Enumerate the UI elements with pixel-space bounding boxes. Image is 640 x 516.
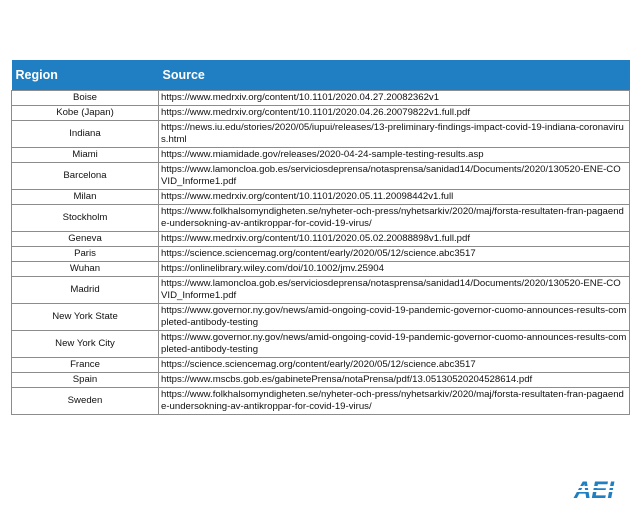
region-cell: Madrid (12, 277, 159, 304)
source-link[interactable]: https://www.lamoncloa.gob.es/serviciosdeprensa/notasprensa/sanidad14/Documents/2020/130520-ENE-COVID_Informe1.pdf (159, 163, 630, 190)
region-cell: Boise (12, 91, 159, 106)
region-cell: Kobe (Japan) (12, 106, 159, 121)
region-cell: Stockholm (12, 205, 159, 232)
table-row (12, 262, 630, 277)
table-row (12, 148, 630, 163)
region-cell: Spain (12, 373, 159, 388)
source-link[interactable]: https://science.sciencemag.org/content/early/2020/05/12/science.abc3517 (159, 247, 630, 262)
table-row (12, 121, 630, 148)
table-header-row (12, 60, 630, 91)
table-row (12, 163, 630, 190)
source-link[interactable]: https://www.medrxiv.org/content/10.1101/2020.05.11.20098442v1.full (159, 190, 630, 205)
region-cell: Miami (12, 148, 159, 163)
source-link[interactable]: https://www.medrxiv.org/content/10.1101/2020.04.27.20082362v1 (159, 91, 630, 106)
table-row (12, 277, 630, 304)
source-link[interactable]: https://www.folkhalsomyndigheten.se/nyheter-och-press/nyhetsarkiv/2020/maj/forsta-resultaten-fran-pagaende-undersokning-av-antikroppar-for-covid-19-virus/ (159, 388, 630, 415)
source-link[interactable]: https://onlinelibrary.wiley.com/doi/10.1002/jmv.25904 (159, 262, 630, 277)
region-cell: Wuhan (12, 262, 159, 277)
sources-table (11, 60, 630, 415)
table-body (12, 91, 630, 415)
aei-logo (566, 476, 622, 502)
source-link[interactable]: https://www.folkhalsomyndigheten.se/nyheter-och-press/nyhetsarkiv/2020/maj/forsta-resultaten-fran-pagaende-undersokning-av-antikroppar-for-covid-19-virus/ (159, 205, 630, 232)
region-cell: New York State (12, 304, 159, 331)
region-cell: Indiana (12, 121, 159, 148)
region-cell: Milan (12, 190, 159, 205)
table-row (12, 304, 630, 331)
source-link[interactable]: https://www.miamidade.gov/releases/2020-04-24-sample-testing-results.asp (159, 148, 630, 163)
table-row (12, 358, 630, 373)
table-row (12, 232, 630, 247)
region-cell: Paris (12, 247, 159, 262)
region-column-header: Region (12, 60, 159, 91)
table-row (12, 373, 630, 388)
logo-text: AEI (573, 477, 615, 502)
region-cell: New York City (12, 331, 159, 358)
region-cell: Geneva (12, 232, 159, 247)
source-link[interactable]: https://science.sciencemag.org/content/early/2020/05/12/science.abc3517 (159, 358, 630, 373)
source-link[interactable]: https://www.governor.ny.gov/news/amid-ongoing-covid-19-pandemic-governor-cuomo-announces-results-completed-antibody-testing (159, 304, 630, 331)
table-row (12, 91, 630, 106)
source-link[interactable]: https://www.mscbs.gob.es/gabinetePrensa/notaPrensa/pdf/13.05130520204528614.pdf (159, 373, 630, 388)
table-row (12, 388, 630, 415)
source-link[interactable]: https://www.medrxiv.org/content/10.1101/2020.05.02.20088898v1.full.pdf (159, 232, 630, 247)
source-link[interactable]: https://news.iu.edu/stories/2020/05/iupui/releases/13-preliminary-findings-impact-covid-19-indiana-coronavirus.html (159, 121, 630, 148)
table-row (12, 331, 630, 358)
table-row (12, 247, 630, 262)
source-column-header: Source (159, 60, 630, 91)
source-link[interactable]: https://www.medrxiv.org/content/10.1101/2020.04.26.20079822v1.full.pdf (159, 106, 630, 121)
region-cell: Sweden (12, 388, 159, 415)
source-link[interactable]: https://www.governor.ny.gov/news/amid-ongoing-covid-19-pandemic-governor-cuomo-announces-results-completed-antibody-testing (159, 331, 630, 358)
table-row (12, 190, 630, 205)
table-row (12, 106, 630, 121)
source-link[interactable]: https://www.lamoncloa.gob.es/serviciosdeprensa/notasprensa/sanidad14/Documents/2020/130520-ENE-COVID_Informe1.pdf (159, 277, 630, 304)
region-cell: Barcelona (12, 163, 159, 190)
region-cell: France (12, 358, 159, 373)
table-row (12, 205, 630, 232)
